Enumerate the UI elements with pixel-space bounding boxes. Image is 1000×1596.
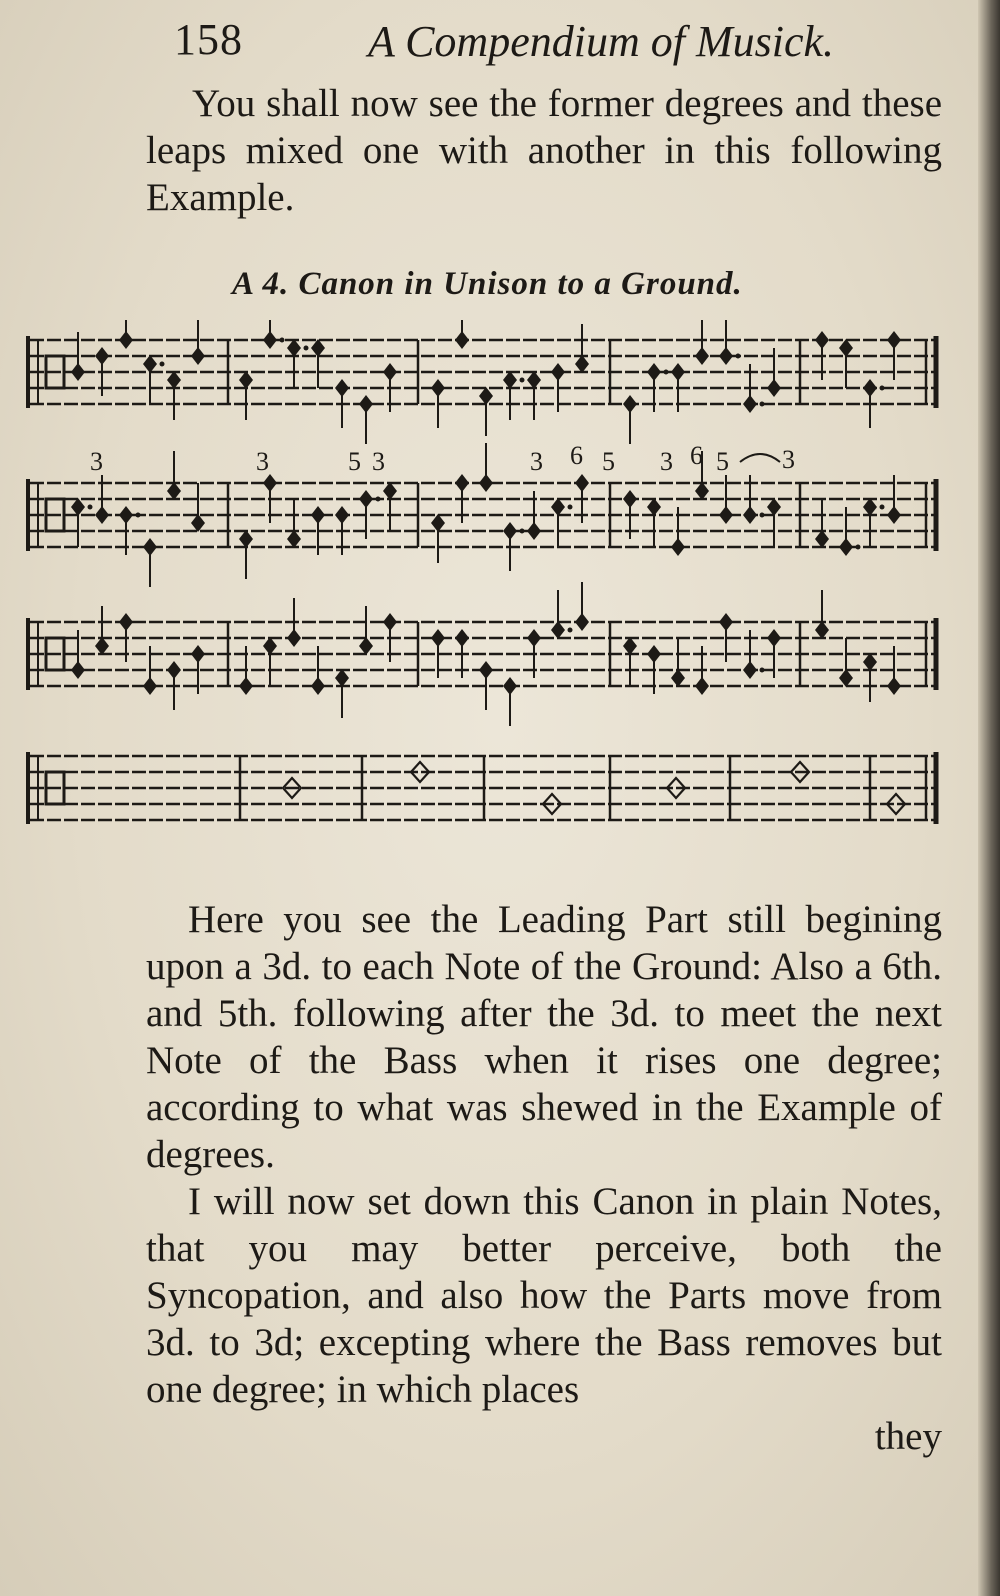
- dot: [664, 370, 669, 375]
- dot: [856, 545, 861, 550]
- dot: [520, 378, 525, 383]
- staves: [28, 320, 936, 824]
- running-title: A Compendium of Musick.: [368, 17, 835, 66]
- example-title: A 4. Canon in Unison to a Ground.: [232, 266, 743, 302]
- body-paragraph-2: I will now set down this Canon in plain Notes, that you may better perceive, both the Syncopation, and also how the Parts move from 3d. to 3d; excepting where the Bass removes but one degree; in which places: [146, 1180, 942, 1411]
- dot: [376, 497, 381, 502]
- intro-paragraph: You shall now see the former degrees and these leaps mixed one with another in this following Example.: [146, 82, 942, 219]
- dot: [760, 513, 765, 518]
- staff-1: [28, 320, 936, 444]
- tie-arc: [740, 454, 780, 462]
- dot: [880, 505, 885, 510]
- dot: [568, 505, 573, 510]
- staff-3: [28, 582, 936, 726]
- dot: [160, 362, 165, 367]
- figure-numeral: 3: [660, 447, 673, 476]
- dot: [136, 513, 141, 518]
- figure-numeral: 6: [690, 441, 703, 470]
- figure-numeral: 3: [530, 447, 543, 476]
- page-header: [150, 14, 940, 74]
- figure-numeral: 5: [716, 447, 729, 476]
- dot: [88, 505, 93, 510]
- dot: [760, 402, 765, 407]
- dot: [280, 338, 285, 343]
- figure-numeral: 5: [348, 447, 361, 476]
- page-number: 158: [174, 15, 243, 64]
- figure-numeral: 3: [90, 447, 103, 476]
- catchword: they: [874, 1415, 942, 1458]
- dot: [760, 668, 765, 673]
- music-example: [0, 320, 1000, 860]
- body-paragraph-1: Here you see the Leading Part still begining upon a 3d. to each Note of the Ground: Also a 6th. and 5th. following after the 3d. to meet the next Note of the Bass when it rises one degree; according to what was shewed in the Example of degrees.: [146, 898, 942, 1176]
- dot: [736, 354, 741, 359]
- figure-numeral: 3: [782, 445, 795, 474]
- staff-2: [28, 443, 936, 587]
- dot: [568, 628, 573, 633]
- figure-numeral: 5: [602, 447, 615, 476]
- dot: [880, 386, 885, 391]
- staff-4: [28, 752, 936, 824]
- figure-numeral: 3: [256, 447, 269, 476]
- figure-numeral: 6: [570, 441, 583, 470]
- dot: [304, 346, 309, 351]
- figured-bass: [90, 441, 795, 476]
- figure-numeral: 3: [372, 447, 385, 476]
- dot: [520, 529, 525, 534]
